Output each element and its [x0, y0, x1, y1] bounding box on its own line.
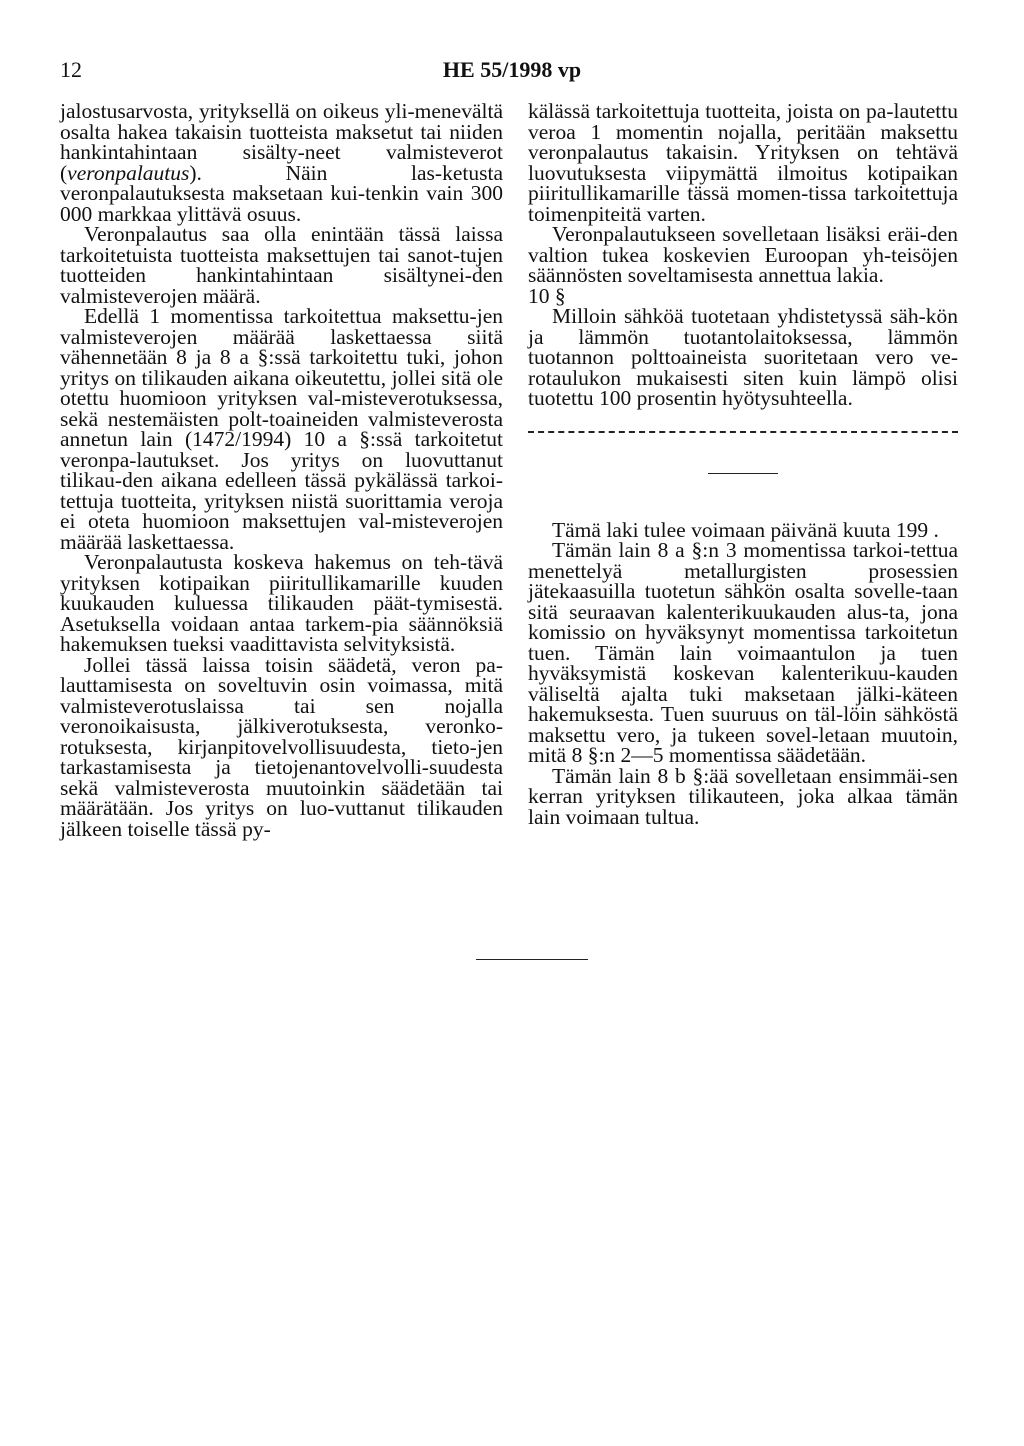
paragraph-text: jalostusarvosta, yrityksellä on oikeus yli-menevältä osalta hakea takaisin tuotteista maksetut tai niiden hankintahintaan sisälty-neet valmisteverot ( — [60, 99, 503, 185]
paragraph-text: ). Näin las-ketusta veronpalautuksesta maksetaan kui-tenkin vain 300 000 markkaa ylittävä osuus. — [60, 160, 503, 226]
paragraph: Veronpalautukseen sovelletaan lisäksi eräi-den valtion tukea koskevien Euroopan yh-teisöjen säännösten soveltamisesta annettua lakia. — [528, 222, 958, 287]
italic-term: veronpalautus — [67, 160, 190, 185]
right-column — [528, 101, 958, 827]
left-column — [60, 101, 503, 839]
paragraph — [60, 101, 503, 224]
enactment-clause: Tämä laki tulee voimaan päivänä kuuta 199 . — [552, 517, 939, 542]
page-number: 12 — [60, 57, 82, 82]
paragraph: Tämän lain 8 a §:n 3 momentissa tarkoi-tettua menettelyä metallurgisten prosessien jätekaasuilla tuotetun sähkön osalta sovelle-taan sitä seuraavan kalenterikuukauden alus-ta, jona komissio on hyväksynyt momentissa tarkoitetun tuen. Tämän lain voimaantulon ja tuen hyväksymistä koskevan kalenterikuu-kauden väliseltä ajalta tuki maksetaan jälki-käteen hakemuksesta. Tuen suuruus on täl-löin sähköstä maksettu vero, ja tukeen sovel-letaan muutoin, mitä 8 §:n 2—5 momentissa säädetään. — [528, 538, 958, 767]
running-head: HE 55/1998 vp — [442, 57, 582, 82]
end-rule — [476, 959, 588, 960]
paragraph: kälässä tarkoitettuja tuotteita, joista on pa-lautettu veroa 1 momentin nojalla, peritään maksettu veronpalautus takaisin. Yrityksen on tehtävä luovutuksesta viipymättä ilmoitus kotipaikan piiritullikamarille tässä momen-tissa tarkoitettuja toimenpiteitä varten. — [528, 99, 958, 226]
section-rule — [708, 473, 778, 474]
paragraph: Tämän lain 8 b §:ää sovelletaan ensimmäi-sen kerran yrityksen tilikauteen, joka alkaa tämän lain voimaan tultua. — [528, 763, 958, 829]
section-heading: 10 § — [528, 283, 566, 308]
paragraph: Veronpalautusta koskeva hakemus on teh-tävä yrityksen kotipaikan piiritullikamarille kuuden kuukauden kuluessa tilikauden päät-tymisestä. Asetuksella voidaan antaa tarkem-pia säännöksiä hakemuksen tueksi vaadittavista selvityksistä. — [60, 550, 503, 656]
paragraph: Milloin sähköä tuotetaan yhdistetyssä säh-kön ja lämmön tuotantolaitoksessa, lämmön tuotannon polttoaineista suoritetaan vero ve-rotaulukon mukaisesti siten kuin lämpö olisi tuotettu 100 prosentin hyötysuhteella. — [528, 304, 958, 410]
paragraph: Jollei tässä laissa toisin säädetä, veron pa-lauttamisesta on soveltuvin osin voimassa, mitä valmisteverotuslaissa tai sen nojalla veronoikaisusta, jälkiverotuksesta, veronko-rotuksesta, kirjanpitovelvollisuudesta, tieto-jen tarkastamisesta ja tietojenantovelvolli-suudesta sekä valmisteverosta muutoinkin säädetään tai määrätään. Jos yritys on luo-vuttanut tilikauden jälkeen toiselle tässä py- — [60, 652, 503, 841]
paragraph: Veronpalautus saa olla enintään tässä laissa tarkoitetuista tuotteista maksettujen tai sanot-tujen tuotteiden hankintahintaan sisältynei-den valmisteverojen määrä. — [60, 222, 503, 308]
omission-dash-line — [528, 431, 958, 433]
paragraph: Edellä 1 momentissa tarkoitettua maksettu-jen valmisteverojen määrää laskettaessa siitä vähennetään 8 ja 8 a §:ssä tarkoitettu tuki, johon yritys on tilikauden aikana oikeutettu, jollei sitä ole otettu huomioon yrityksen val-misteverotuksessa, sekä nestemäisten polt-toaineiden valmisteverosta annetun lain (1472/1994) 10 a §:ssä tarkoitetut veronpa-lautukset. Jos yritys on luovuttanut tilikau-den aikana edelleen tässä pykälässä tarkoi-tettuja tuotteita, yrityksen niistä suorittamia veroja ei oteta huomioon maksettujen val-misteverojen määrää laskettaessa. — [60, 304, 503, 554]
